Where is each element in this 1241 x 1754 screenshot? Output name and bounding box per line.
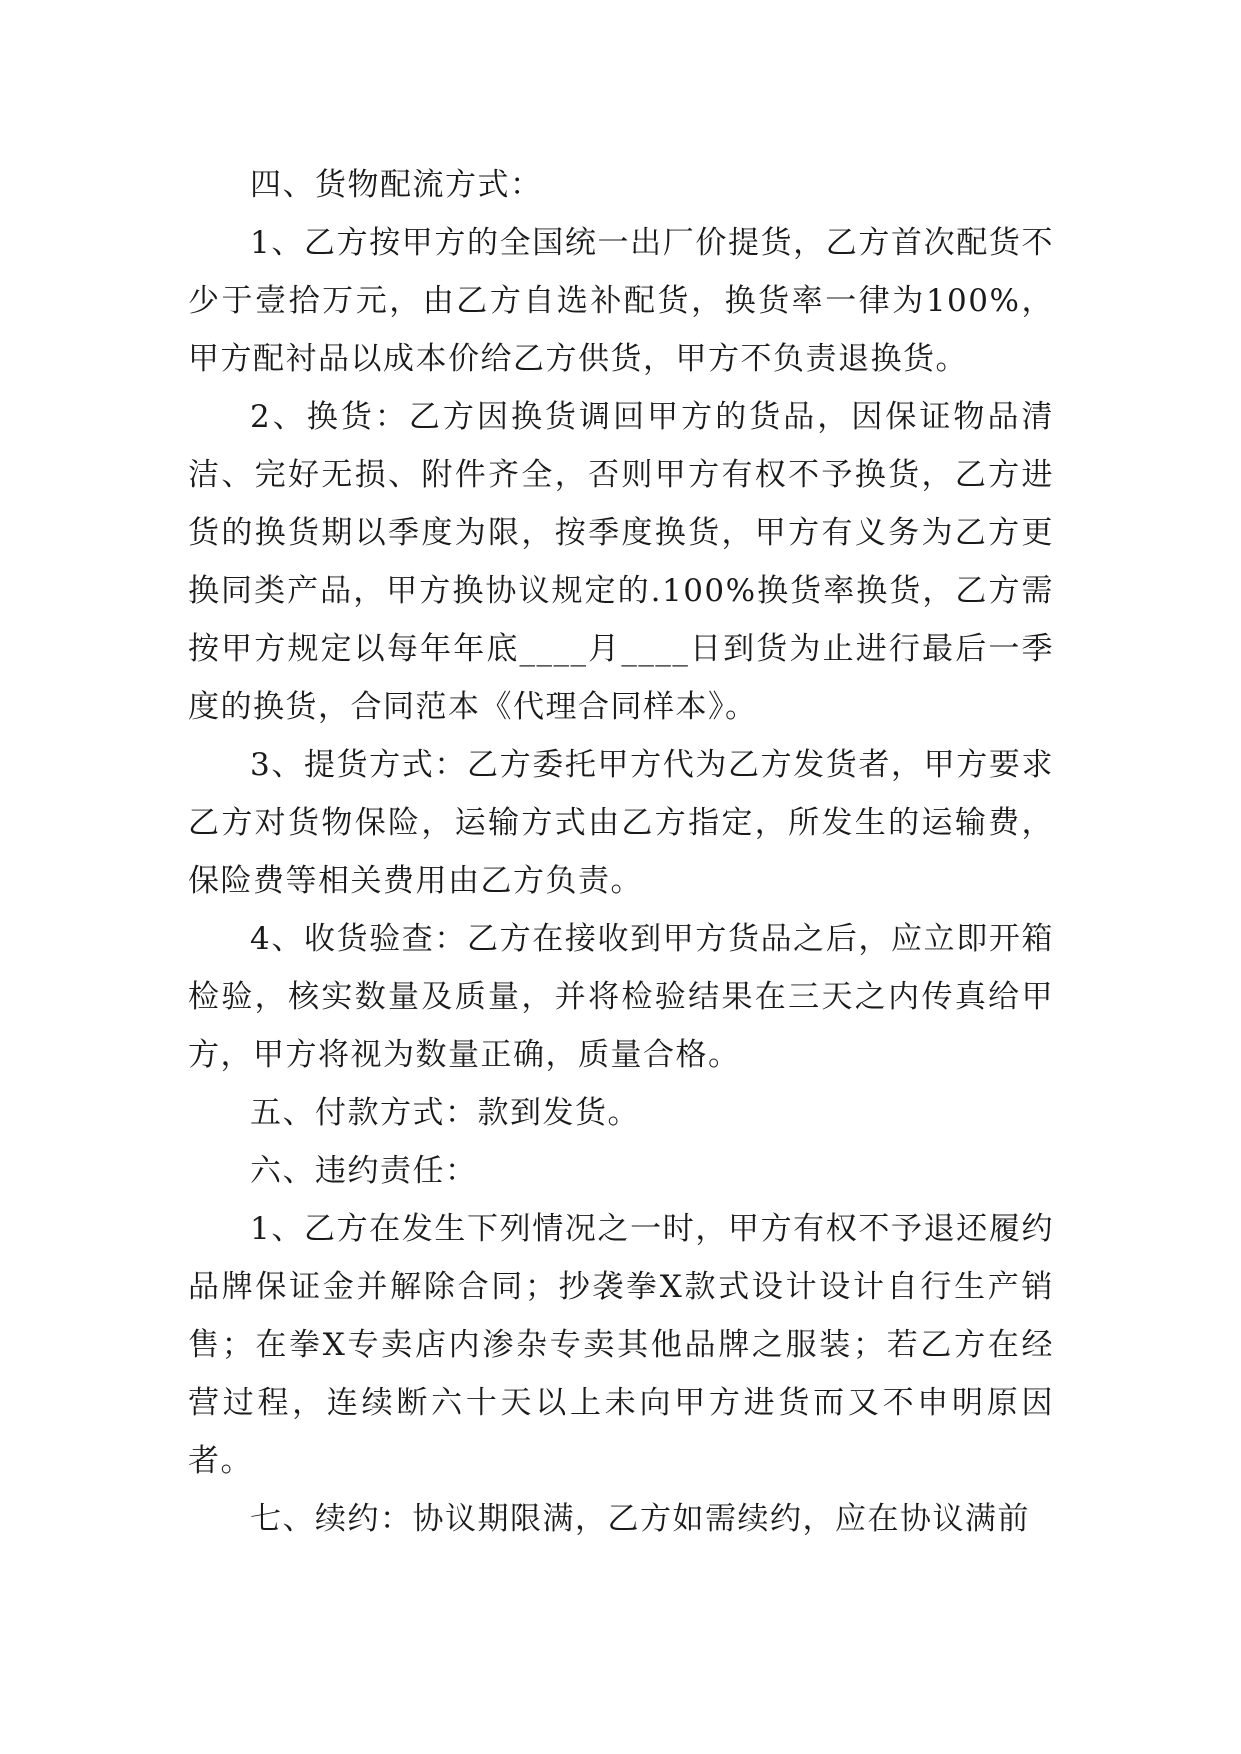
section-heading-payment: 五、付款方式：款到发货。 [250,1095,640,1131]
clause-exchange: 2、换货：乙方因换货调回甲方的货品，因保证物品清洁、完好无损、附件齐全，否则甲方有权不予换货，乙方进货的换货期以季度为限，按季度换货，甲方有义务为乙方更换同类产品，甲方换协议规定的.100%换货率换货，乙方需按甲方规定以每年年底____月____日到货为止进行最后一季度的换货，合同范本《代理合同样本》。 [188,399,1054,725]
clause-pickup-method: 3、提货方式：乙方委托甲方代为乙方发货者，甲方要求乙方对货物保险，运输方式由乙方指定，所发生的运输费，保险费等相关费用由乙方负责。 [188,747,1054,899]
clause-breach-conditions: 1、乙方在发生下列情况之一时，甲方有权不予退还履约品牌保证金并解除合同；抄袭拳X款式设计设计自行生产销售；在拳X专卖店内渗杂专卖其他品牌之服装；若乙方在经营过程，连续断六十天以上未向甲方进货而又不申明原因者。 [188,1211,1054,1479]
document-body [188,156,1054,1548]
section-heading-breach: 六、违约责任： [250,1153,478,1189]
clause-inspection: 4、收货验查：乙方在接收到甲方货品之后，应立即开箱检验，核实数量及质量，并将检验结果在三天之内传真给甲方，甲方将视为数量正确，质量合格。 [188,921,1054,1073]
section-heading-renewal: 七、续约：协议期限满，乙方如需续约，应在协议满前 [250,1501,1030,1537]
section-heading-delivery: 四、货物配流方式： [250,167,543,203]
clause-pickup-pricing: 1、乙方按甲方的全国统一出厂价提货，乙方首次配货不少于壹拾万元，由乙方自选补配货，换货率一律为100%，甲方配衬品以成本价给乙方供货，甲方不负责退换货。 [188,225,1054,377]
